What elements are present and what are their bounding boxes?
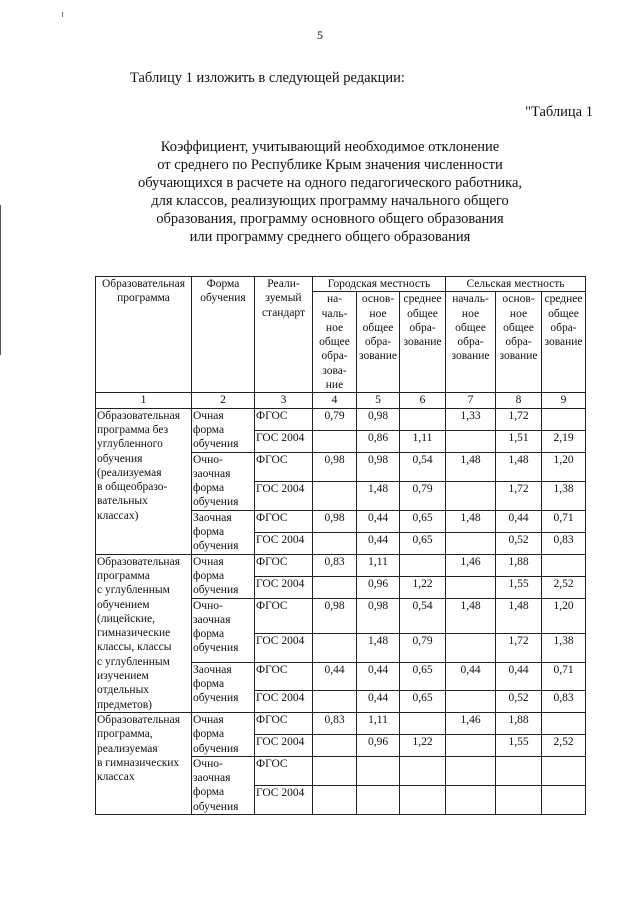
value-cell: 2,52 xyxy=(542,576,586,598)
header-text: обра- xyxy=(505,336,532,349)
value-cell xyxy=(446,532,496,554)
header-text: стандарт xyxy=(261,306,306,319)
form-text: Очно- xyxy=(193,453,223,466)
value-cell xyxy=(313,756,357,785)
program-text: классах xyxy=(97,771,135,784)
standard-cell: ГОС 2004 xyxy=(255,481,313,510)
value-cell: 1,48 xyxy=(357,481,400,510)
value-cell: 1,88 xyxy=(496,712,542,734)
value-cell xyxy=(400,785,446,814)
column-number: 3 xyxy=(255,393,313,408)
value-cell: 0,44 xyxy=(357,510,400,532)
header-text: зование xyxy=(499,350,538,363)
value-cell: 0,52 xyxy=(496,690,542,712)
header-urban-level xyxy=(357,292,400,393)
value-cell: 1,20 xyxy=(542,452,586,481)
header-text: основ- xyxy=(502,293,535,306)
form-text: обучения xyxy=(193,438,239,451)
form-text: форма xyxy=(193,482,225,495)
value-cell: 0,54 xyxy=(400,598,446,633)
value-cell xyxy=(542,756,586,785)
value-cell: 1,48 xyxy=(357,633,400,662)
program-text: классах) xyxy=(97,509,139,522)
header-text: на- xyxy=(326,293,343,306)
value-cell: 0,98 xyxy=(313,598,357,633)
column-number-row xyxy=(96,393,586,408)
standard-cell: ФГОС xyxy=(255,554,313,576)
value-cell: 1,46 xyxy=(446,712,496,734)
program-cell xyxy=(96,712,192,814)
value-cell xyxy=(313,785,357,814)
value-cell: 0,65 xyxy=(400,532,446,554)
program-text: отдельных xyxy=(97,684,150,697)
header-text: ное xyxy=(509,307,528,320)
value-cell: 0,86 xyxy=(357,430,400,452)
standard-cell: ГОС 2004 xyxy=(255,576,313,598)
header-program xyxy=(96,277,192,393)
program-text: предметов) xyxy=(97,698,152,711)
form-text: обучения xyxy=(193,692,239,705)
value-cell xyxy=(542,785,586,814)
value-cell: 0,83 xyxy=(542,532,586,554)
title-line: для классов, реализующих программу начального общего xyxy=(151,193,509,209)
header-urban-level xyxy=(313,292,357,393)
value-cell xyxy=(496,785,542,814)
form-text: форма xyxy=(193,423,225,436)
standard-cell: ФГОС xyxy=(255,712,313,734)
program-text: реализуемая xyxy=(97,742,158,755)
value-cell xyxy=(446,785,496,814)
program-text: изучением xyxy=(97,670,149,683)
standard-cell: ФГОС xyxy=(255,598,313,633)
form-cell xyxy=(192,662,255,712)
form-cell xyxy=(192,598,255,662)
value-cell: 0,83 xyxy=(313,554,357,576)
value-cell xyxy=(313,532,357,554)
form-text: Очная xyxy=(193,713,224,726)
title-line: от среднего по Республике Крым значения численности xyxy=(157,157,503,173)
title-line: обучающихся в расчете на одного педагогического работника, xyxy=(137,175,523,191)
column-number: 6 xyxy=(400,393,446,408)
form-cell xyxy=(192,756,255,814)
header-row xyxy=(96,277,586,292)
header-text: Форма xyxy=(206,278,240,290)
header-rural-level xyxy=(446,292,496,393)
scan-mark xyxy=(62,12,63,17)
form-text: обучения xyxy=(193,496,239,509)
header-text: зование xyxy=(358,350,398,363)
program-text: в общеобразо- xyxy=(97,481,168,494)
value-cell: 1,88 xyxy=(496,554,542,576)
column-number: 2 xyxy=(192,393,255,408)
program-text: углубленного xyxy=(97,438,163,451)
value-cell: 1,72 xyxy=(496,633,542,662)
header-text: среднее xyxy=(403,293,442,306)
value-cell: 0,98 xyxy=(357,598,400,633)
table-body xyxy=(96,277,586,815)
program-text: обучения xyxy=(97,452,143,465)
value-cell xyxy=(357,785,400,814)
header-urban: Городская местность xyxy=(313,277,446,292)
value-cell: 1,48 xyxy=(446,452,496,481)
value-cell: 1,20 xyxy=(542,598,586,633)
standard-cell: ГОС 2004 xyxy=(255,734,313,756)
program-text: (реализуемая xyxy=(97,466,162,479)
value-cell: 1,38 xyxy=(542,481,586,510)
header-text: общее xyxy=(548,307,579,320)
form-text: Очная xyxy=(193,555,224,568)
form-text: обучения xyxy=(193,584,239,597)
value-cell: 1,72 xyxy=(496,408,542,430)
header-text: обучения xyxy=(200,292,246,305)
form-text: обучения xyxy=(193,540,239,553)
value-cell xyxy=(446,576,496,598)
table-title xyxy=(95,138,565,246)
header-text: ное xyxy=(461,307,480,320)
header-text: общее xyxy=(455,321,486,334)
program-text: в гимназических xyxy=(97,756,180,769)
column-number: 1 xyxy=(96,393,192,408)
form-cell xyxy=(192,712,255,756)
header-form xyxy=(192,277,255,393)
form-text: Очная xyxy=(193,409,224,422)
standard-cell: ФГОС xyxy=(255,510,313,532)
value-cell: 1,11 xyxy=(400,430,446,452)
value-cell: 0,83 xyxy=(313,712,357,734)
value-cell: 2,19 xyxy=(542,430,586,452)
header-text: чаль- xyxy=(321,307,348,320)
page-number: 5 xyxy=(317,28,323,42)
program-text: Образовательная xyxy=(97,555,180,568)
standard-cell: ФГОС xyxy=(255,452,313,481)
column-number: 5 xyxy=(357,393,400,408)
column-number: 9 xyxy=(542,393,586,408)
value-cell: 0,71 xyxy=(542,662,586,690)
value-cell: 1,48 xyxy=(496,598,542,633)
value-cell: 0,96 xyxy=(357,734,400,756)
header-urban-level xyxy=(400,292,446,393)
value-cell: 0,98 xyxy=(313,510,357,532)
header-text: общее xyxy=(503,321,534,334)
column-number: 7 xyxy=(446,393,496,408)
form-text: форма xyxy=(193,786,225,799)
header-text: программа xyxy=(117,292,170,305)
form-text: Заочная xyxy=(193,511,232,524)
form-text: форма xyxy=(193,678,225,691)
program-text: программа без xyxy=(97,423,169,436)
header-text: зование xyxy=(403,336,442,349)
value-cell: 0,65 xyxy=(400,510,446,532)
header-text: основ- xyxy=(361,293,395,306)
value-cell: 0,44 xyxy=(446,662,496,690)
value-cell xyxy=(313,734,357,756)
header-text: зование xyxy=(451,350,490,363)
header-text: ние xyxy=(325,379,344,392)
value-cell: 0,79 xyxy=(400,481,446,510)
header-text: Образовательная xyxy=(102,278,185,290)
header-rural: Сельская местность xyxy=(446,277,586,292)
standard-cell: ФГОС xyxy=(255,756,313,785)
standard-cell: ГОС 2004 xyxy=(255,430,313,452)
program-text: программа, xyxy=(97,728,153,741)
value-cell: 1,38 xyxy=(542,633,586,662)
program-text: Образовательная xyxy=(97,713,180,726)
value-cell: 1,51 xyxy=(496,430,542,452)
header-rural-level xyxy=(542,292,586,393)
value-cell: 0,96 xyxy=(357,576,400,598)
column-number: 8 xyxy=(496,393,542,408)
value-cell xyxy=(313,633,357,662)
value-cell: 1,48 xyxy=(446,598,496,633)
value-cell: 1,33 xyxy=(446,408,496,430)
value-cell: 0,98 xyxy=(357,452,400,481)
form-text: форма xyxy=(193,728,225,741)
standard-cell: ГОС 2004 xyxy=(255,532,313,554)
form-text: обучения xyxy=(193,800,239,813)
header-text: ное xyxy=(325,321,344,334)
header-text: общее xyxy=(407,307,438,320)
form-text: заочная xyxy=(193,467,231,480)
form-text: Очно- xyxy=(193,599,223,612)
value-cell: 1,55 xyxy=(496,576,542,598)
column-number: 4 xyxy=(313,393,357,408)
value-cell xyxy=(357,756,400,785)
value-cell xyxy=(400,756,446,785)
form-text: заочная xyxy=(193,772,231,785)
header-text: общее xyxy=(362,321,394,334)
program-text: (лицейские, xyxy=(97,612,155,625)
header-text: ное xyxy=(369,307,387,320)
table-row xyxy=(96,554,586,576)
header-text: среднее xyxy=(544,293,583,306)
header-text: обра- xyxy=(364,336,392,349)
header-text: зуемый xyxy=(265,292,302,305)
value-cell xyxy=(400,554,446,576)
value-cell: 0,79 xyxy=(313,408,357,430)
form-text: форма xyxy=(193,569,225,582)
title-line: или программу среднего общего образования xyxy=(189,229,471,245)
header-text: зование xyxy=(544,336,583,349)
value-cell xyxy=(542,408,586,430)
value-cell: 1,11 xyxy=(357,554,400,576)
header-text: обра- xyxy=(550,321,577,334)
value-cell: 1,46 xyxy=(446,554,496,576)
value-cell xyxy=(313,430,357,452)
form-text: обучения xyxy=(193,642,239,655)
form-text: обучения xyxy=(193,742,239,755)
standard-cell: ФГОС xyxy=(255,408,313,430)
program-cell xyxy=(96,554,192,712)
form-text: заочная xyxy=(193,613,231,626)
value-cell: 0,44 xyxy=(496,662,542,690)
value-cell: 1,22 xyxy=(400,576,446,598)
value-cell xyxy=(313,576,357,598)
form-cell xyxy=(192,554,255,598)
value-cell: 1,72 xyxy=(496,481,542,510)
form-cell xyxy=(192,408,255,452)
title-line: Коэффициент, учитывающий необходимое отклонение xyxy=(160,139,500,155)
value-cell xyxy=(542,712,586,734)
header-text: зова- xyxy=(322,364,347,377)
header-rural-level xyxy=(496,292,542,393)
value-cell xyxy=(400,712,446,734)
value-cell xyxy=(446,734,496,756)
header-text: обра- xyxy=(321,350,348,363)
table-row xyxy=(96,712,586,734)
table-label: "Таблица 1 xyxy=(525,104,593,120)
value-cell: 0,52 xyxy=(496,532,542,554)
value-cell: 0,54 xyxy=(400,452,446,481)
value-cell xyxy=(496,756,542,785)
value-cell: 0,44 xyxy=(313,662,357,690)
value-cell: 0,44 xyxy=(357,532,400,554)
form-text: Заочная xyxy=(193,663,232,676)
value-cell: 1,22 xyxy=(400,734,446,756)
value-cell: 0,44 xyxy=(496,510,542,532)
title-line: образования, программу основного общего образования xyxy=(156,211,504,227)
value-cell xyxy=(446,756,496,785)
header-text: началь- xyxy=(452,293,489,306)
value-cell xyxy=(446,430,496,452)
program-text: вательных xyxy=(97,495,148,508)
program-text: программа xyxy=(97,569,150,582)
program-text: классы, классы xyxy=(97,641,172,654)
form-cell xyxy=(192,452,255,510)
value-cell xyxy=(313,690,357,712)
value-cell xyxy=(446,633,496,662)
standard-cell: ФГОС xyxy=(255,662,313,690)
value-cell xyxy=(446,690,496,712)
value-cell: 0,65 xyxy=(400,662,446,690)
header-text: общее xyxy=(319,336,350,349)
value-cell: 2,52 xyxy=(542,734,586,756)
value-cell: 0,71 xyxy=(542,510,586,532)
coefficient-table xyxy=(95,276,586,815)
value-cell xyxy=(400,408,446,430)
header-text: обра- xyxy=(409,321,436,334)
program-text: гимназические xyxy=(97,627,171,640)
value-cell: 0,44 xyxy=(357,690,400,712)
standard-cell: ГОС 2004 xyxy=(255,633,313,662)
program-text: обучением xyxy=(97,598,150,611)
value-cell: 1,11 xyxy=(357,712,400,734)
value-cell: 0,44 xyxy=(357,662,400,690)
program-text: с углубленным xyxy=(97,655,170,668)
intro-line: Таблицу 1 изложить в следующей редакции: xyxy=(130,70,405,86)
program-cell xyxy=(96,408,192,554)
header-text: Реали- xyxy=(267,278,300,290)
program-text: с углубленным xyxy=(97,584,170,597)
value-cell: 1,55 xyxy=(496,734,542,756)
form-cell xyxy=(192,510,255,554)
value-cell xyxy=(313,481,357,510)
form-text: форма xyxy=(193,526,225,539)
program-text: Образовательная xyxy=(97,409,180,422)
header-text: обра- xyxy=(457,336,484,349)
value-cell xyxy=(542,554,586,576)
value-cell: 0,98 xyxy=(313,452,357,481)
value-cell: 1,48 xyxy=(496,452,542,481)
standard-cell: ГОС 2004 xyxy=(255,785,313,814)
value-cell xyxy=(446,481,496,510)
scan-edge xyxy=(0,205,1,355)
value-cell: 1,48 xyxy=(446,510,496,532)
value-cell: 0,65 xyxy=(400,690,446,712)
form-text: Очно- xyxy=(193,757,223,770)
value-cell: 0,79 xyxy=(400,633,446,662)
table-row xyxy=(96,408,586,430)
value-cell: 0,98 xyxy=(357,408,400,430)
value-cell: 0,83 xyxy=(542,690,586,712)
form-text: форма xyxy=(193,628,225,641)
header-standard xyxy=(255,277,313,393)
standard-cell: ГОС 2004 xyxy=(255,690,313,712)
